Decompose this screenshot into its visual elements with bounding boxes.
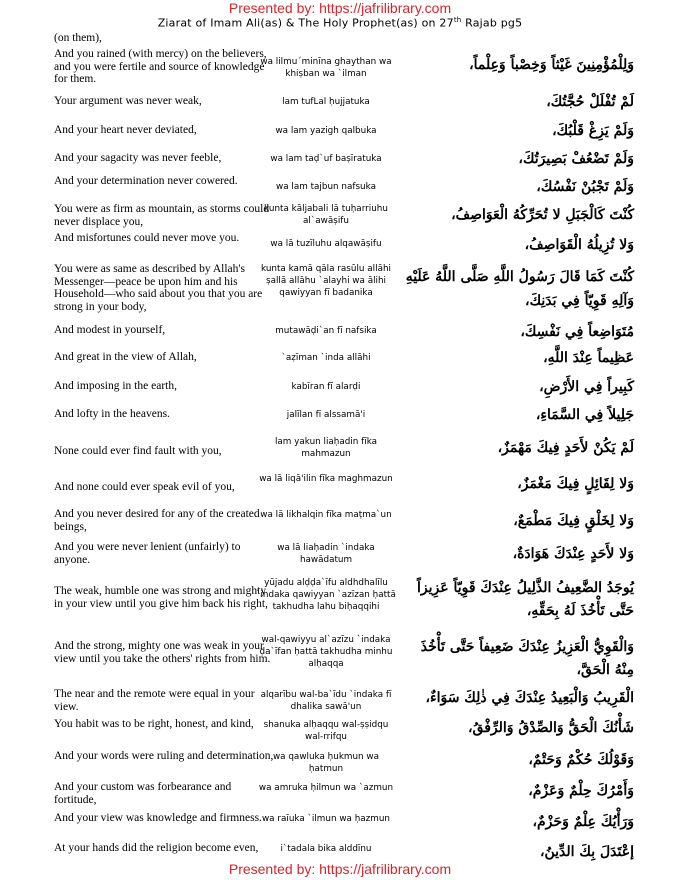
transliteration-text: wa amruka ḥilmun wa `azmun (258, 783, 394, 793)
transliteration-text: lam tufLal ḥujjatuka (282, 97, 370, 107)
english-text: The weak, humble one was strong and mighty in your view until you give him back his right, (54, 585, 269, 610)
transliteration-text: shanuka alḥaqqu wal-ṣṣidqu wal-rrifqu (263, 720, 389, 742)
transliteration-text: yūjadu alḍḍa`īfu aldhdhalīlu `indaka qawiyyan `azīzan ḥattā takhudha lahu biḥaqqihi (256, 578, 396, 612)
arabic-text: وَلَمْ يَزِغْ قَلْبُكَ، (552, 123, 634, 139)
arabic-text: كُنْتَ كَالْجَبَلِ لا تُحَرِّكُهُ الْعَوَاصِفُ، (451, 207, 634, 223)
transliteration-text: kunta kāljabali lā tuḥarriuhu al`awāṣifu (264, 204, 388, 226)
transliteration-text: alqarību wal-ba`īdu `indaka fī dhalika sawā'un (260, 690, 392, 712)
transliteration-text: wa lam taḍ`uf baṣīratuka (270, 154, 382, 164)
english-text: And your view was knowledge and firmness. (54, 812, 262, 824)
english-text: You were as same as described by Allah's Messenger—peace be upon him and his Household—who said about you that you are strong in your body, (54, 263, 263, 313)
arabic-text: وَلا لِقَائِلٍ فِيكَ مَغْمَزٌ، (517, 476, 634, 492)
english-text: And your custom was forbearance and fortitude, (54, 781, 232, 806)
english-text: And you rained (with mercy) on the believers, and you were fertile and source of knowledge for them. (54, 48, 267, 85)
english-text: And lofty in the heavens. (54, 408, 170, 420)
arabic-text: يُوجَدُ الضَّعِيفُ الذَّلِيلُ عِنْدَكَ قَوِيّاً عَزِيزاً حَتَّى تَأْخُذَ لَهُ بِحَقِّهِ، (416, 580, 634, 619)
transliteration-text: wa lā liaḥadin `indaka hawādatum (277, 543, 375, 565)
english-text: And none could ever speak evil of you, (54, 481, 235, 493)
transliteration-text: jalīlan fī alssamā'i (286, 410, 366, 420)
english-text: At your hands did the religion become even, (54, 842, 259, 854)
english-text: And modest in yourself, (54, 324, 166, 336)
transliteration-text: wa lam yazigh qalbuka (275, 126, 377, 136)
arabic-text: وَلا لِخَلْقٍ فِيكَ مَطْمَعٌ، (513, 513, 634, 529)
site-banner-top: Presented by: https://jafrilibrary.com (228, 0, 452, 16)
arabic-text: لَمْ تُفْلَلْ حُجَّتُكَ، (546, 94, 634, 110)
site-banner-bottom: Presented by: https://jafrilibrary.com (228, 861, 452, 877)
english-text: And misfortunes could never move you. (54, 232, 240, 244)
transliteration-text: wa lā liqā'ilin fīka maghmazun (259, 474, 393, 484)
english-text: None could ever find fault with you, (54, 445, 222, 457)
transliteration-text: kunta kamā qāla rasūlu allāhi ṣallā allāhu `alayhi wa ālihi qawiyyan fī badanika (261, 264, 391, 298)
arabic-text: وَلِلْمُؤْمِنِينَ غَيْثاً وَخِصْباً وَعِلْماً، (469, 57, 634, 73)
page-title-start: Ziarat of Imam Ali(as) & The Holy Prophet(as) on 27 (157, 16, 454, 30)
english-text: And the strong, mighty one was weak in your view until you take the others' rights from him. (54, 640, 271, 665)
transliteration-text: wa raīuka `ilmun wa ḥazmun (261, 814, 391, 824)
arabic-text: مُتَوَاضِعاً فِي نَفْسِكَ، (520, 324, 634, 340)
arabic-text: وَقَوْلُكَ حُكْمٌ وَحَتْمٌ، (528, 752, 634, 768)
arabic-text: وَأَمْرُكَ حِلْمٌ وَعَزْمٌ، (528, 783, 634, 799)
arabic-text: كُنْتَ كَمَا قَالَ رَسُولُ اللَّهِ صَلَّى اللَّهُ عَلَيْهِ وَآلِهِ قَوِيّاً فِي بَدَنِكَ، (405, 269, 634, 309)
arabic-text: وَالْقَوِيُّ الْعَزِيزُ عِنْدَكَ ضَعِيفاً حَتَّى تَأْخُذَ مِنْهُ الْحَقَّ، (420, 639, 634, 678)
page-title-end: Rajab pg5 (461, 16, 523, 30)
transliteration-text: wa qawluka ḥukmun wa ḥatmun (272, 752, 380, 774)
transliteration-text: wa lā likhalqin fīka maṭma`un (260, 510, 392, 520)
arabic-text: وَلا تُزِيلُهُ الْقَوَاصِفُ، (524, 237, 634, 253)
arabic-text: وَلا لأَحَدٍ عِنْدَكَ هَوَادَةٌ، (512, 546, 634, 562)
transliteration-text: `aẓīman `inda allāhi (281, 353, 371, 363)
english-text: Your argument was never weak, (54, 95, 202, 107)
transliteration-text: kabīran fī alarḍi (291, 382, 361, 392)
transliteration-text: wa lam tajbun nafsuka (276, 182, 376, 192)
transliteration-text: wa lilmu´minīna ghaythan wa khiṣban wa `ilman (260, 57, 392, 79)
english-text: And great in the view of Allah, (54, 351, 197, 363)
arabic-text: جَلِيلاً فِي السَّمَاءِ، (535, 407, 634, 423)
arabic-text: وَلَمْ تَضْعُفْ بَصِيرَتُكَ، (518, 151, 634, 167)
arabic-text: الْقَرِيبُ وَالْبَعِيدُ عِنْدَكَ فِي ذٰلِكَ سَوَاءٌ، (425, 690, 634, 706)
page-title-superscript: th (453, 16, 462, 24)
english-text: You were as firm as mountain, as storms could never displace you, (54, 203, 270, 228)
english-text: And imposing in the earth, (54, 380, 177, 392)
transliteration-text: wa lā tuzīluhu alqawāṣifu (270, 239, 382, 249)
arabic-text: إعْتَدَلَ بِكَ الدِّينُ، (539, 844, 634, 860)
transliteration-text: mutawāḍi`an fī nafsika (275, 326, 377, 336)
english-text: The near and the remote were equal in your view. (54, 688, 255, 713)
transliteration-text: i`tadala bika alddīnu (280, 844, 372, 854)
english-text: And your sagacity was never feeble, (54, 152, 222, 164)
transliteration-text: lam yakun liaḥadin fīka mahmazun (274, 437, 378, 459)
arabic-text: لَمْ يَكُنْ لأَحَدٍ فِيكَ مَهْمَزٌ، (497, 440, 634, 456)
english-text: And you never desired for any of the created beings, (54, 508, 260, 533)
arabic-text: شَأْنُكَ الْحَقُّ وَالصِّدْقُ وَالرِّفْقُ، (468, 720, 634, 736)
english-text: And your heart never deviated, (54, 124, 197, 136)
arabic-text: كَبِيراً فِي الأَرْضِ، (539, 379, 634, 395)
arabic-text: وَلَمْ تَجْبُنْ نَفْسُكَ، (536, 179, 634, 195)
english-text: And your determination never cowered. (54, 175, 238, 187)
english-text: And you were never lenient (unfairly) to anyone. (54, 541, 241, 566)
english-text: You habit was to be right, honest, and kind, (54, 718, 254, 730)
english-text: And your words were ruling and determination, (54, 750, 274, 762)
arabic-text: وَرَأْيُكَ عِلْمٌ وَحَزْمٌ، (532, 814, 634, 830)
english-text: (on them), (54, 32, 102, 44)
transliteration-text: wal-qawiyyu al`azīzu `indaka ḍa`īfan ḥattā takhudha minhu alḥaqqa (259, 635, 393, 669)
page-header (0, 16, 680, 30)
arabic-text: عَظِيماً عِنْدَ اللَّهِ، (543, 350, 634, 366)
